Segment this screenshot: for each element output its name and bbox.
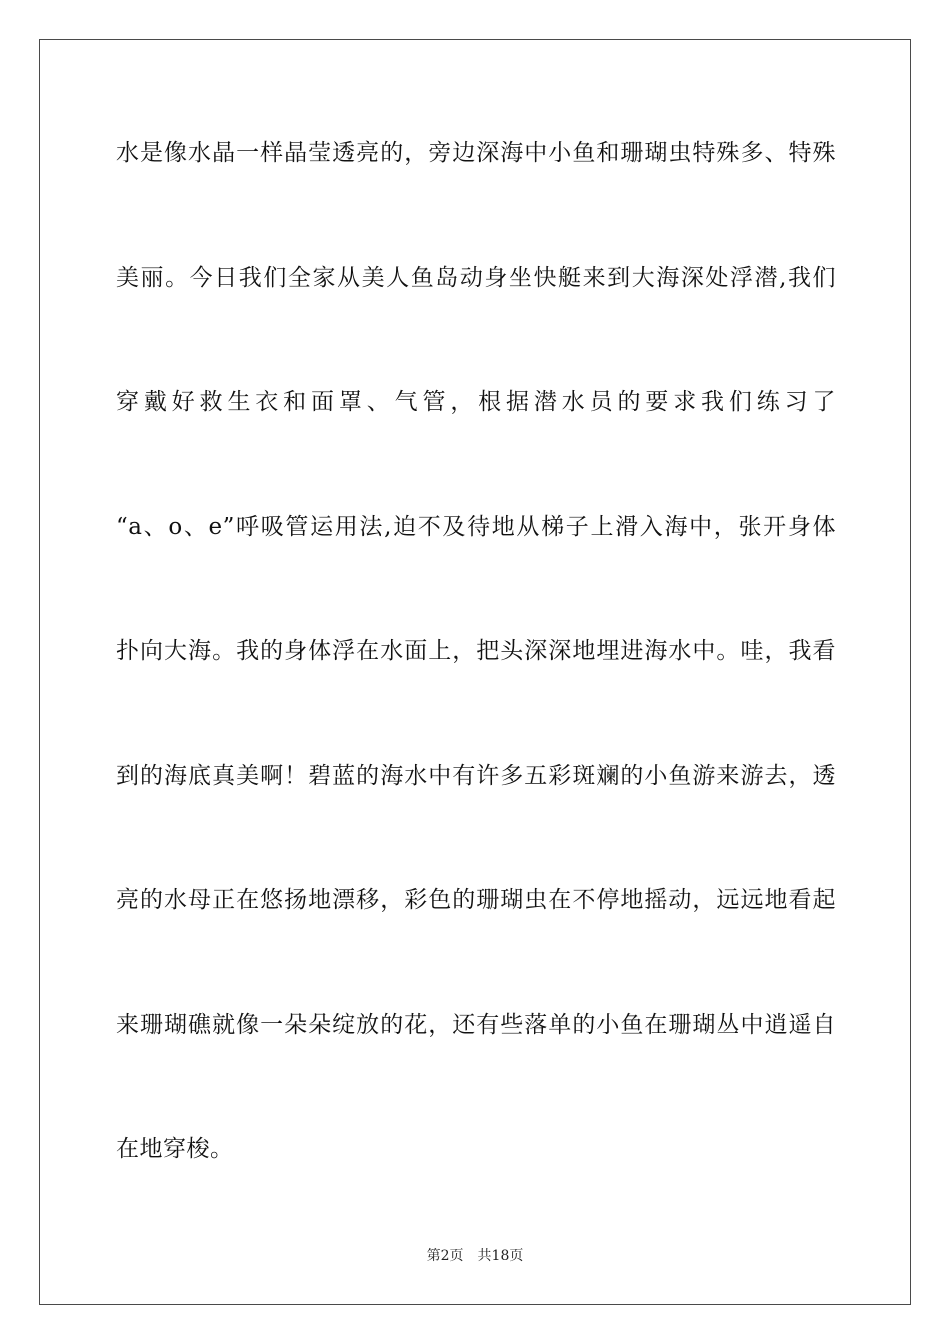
- text-line-8: 来珊瑚礁就像一朵朵绽放的花，还有些落单的小鱼在珊瑚丛中逍遥自: [116, 1011, 836, 1038]
- total-pages: 共18页: [477, 1248, 524, 1264]
- text-line-5: 扑向大海。我的身体浮在水面上，把头深深地埋进海水中。哇，我看: [116, 638, 836, 664]
- text-line-4: “a、o、e”呼吸管运用法,迫不及待地从梯子上滑入海中，张开身体: [116, 513, 836, 540]
- body-text: [116, 118, 836, 1239]
- text-line-2: 美丽。今日我们全家从美人鱼岛动身坐快艇来到大海深处浮潜,我们: [116, 264, 836, 291]
- text-line-9: 在地穿梭。: [116, 1136, 234, 1162]
- page-footer: [0, 1246, 950, 1266]
- text-line-7: 亮的水母正在悠扬地漂移，彩色的珊瑚虫在不停地摇动，远远地看起: [116, 887, 836, 913]
- text-line-3: 穿戴好救生衣和面罩、气管，根据潜水员的要求我们练习了: [116, 389, 836, 415]
- page-number: 第2页: [426, 1248, 464, 1264]
- text-line-6: 到的海底真美啊！碧蓝的海水中有许多五彩斑斓的小鱼游来游去，透: [116, 762, 836, 789]
- text-line-1: 水是像水晶一样晶莹透亮的，旁边深海中小鱼和珊瑚虫特殊多、特殊: [116, 140, 836, 166]
